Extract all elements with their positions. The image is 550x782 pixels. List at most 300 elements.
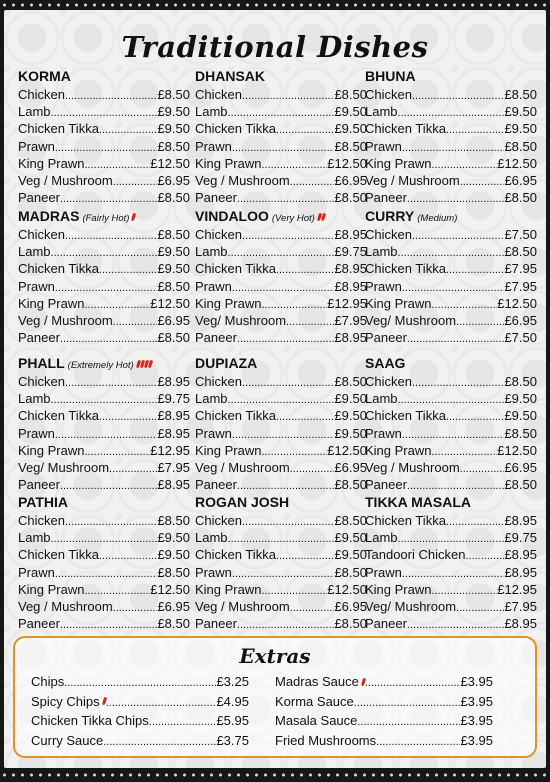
- item-name: Chicken Tikka: [18, 121, 99, 137]
- item-name: Paneer: [195, 477, 237, 493]
- leader-dots: [412, 373, 504, 390]
- item-price: £7.50: [504, 330, 537, 346]
- extras-right-column: [275, 672, 493, 750]
- extras-item-name: Chicken Tikka Chips: [31, 713, 149, 728]
- item-price: £9.75: [157, 391, 190, 407]
- extras-item: [31, 692, 249, 712]
- item-name: Paneer: [195, 190, 237, 206]
- leader-dots: [446, 407, 505, 424]
- menu-item: [195, 581, 367, 598]
- section-title: DHANSAK: [195, 68, 265, 84]
- item-name: Tandoori Chicken: [365, 547, 466, 563]
- extras-item: [31, 672, 249, 692]
- item-price: £9.50: [504, 104, 537, 120]
- menu-item: [18, 243, 190, 260]
- item-name: Prawn: [18, 138, 55, 154]
- leader-dots: [261, 295, 327, 312]
- item-price: £6.95: [157, 312, 190, 328]
- leader-dots: [237, 329, 335, 346]
- item-price: £6.95: [157, 172, 190, 188]
- leader-dots: [65, 226, 157, 243]
- menu-item: [365, 329, 537, 346]
- item-price: £9.50: [334, 425, 367, 441]
- extras-item-price: £4.95: [216, 693, 249, 709]
- item-price: £8.50: [334, 87, 367, 102]
- item-name: Chicken Tikka: [195, 408, 276, 424]
- extras-item-name: Korma Sauce: [275, 693, 354, 709]
- leader-dots: [261, 442, 327, 459]
- leader-dots: [290, 598, 335, 615]
- extras-item-name: Fried Mushrooms: [275, 732, 377, 748]
- menu-item: [18, 226, 190, 243]
- section-header: [365, 68, 537, 86]
- item-name: Paneer: [365, 330, 407, 346]
- leader-dots: [276, 260, 335, 277]
- section-vindaloo: [195, 208, 367, 346]
- item-price: £8.50: [157, 138, 190, 154]
- leader-dots: [228, 243, 335, 260]
- menu-item: [18, 390, 190, 407]
- leader-dots: [60, 189, 158, 206]
- leader-dots: [456, 312, 504, 329]
- item-price: £12.50: [327, 581, 367, 597]
- item-price: £9.50: [504, 408, 537, 424]
- item-price: £8.50: [157, 564, 190, 580]
- item-name: Chicken Tikka: [18, 261, 99, 277]
- item-price: £8.50: [334, 513, 367, 528]
- leader-dots: [51, 243, 158, 260]
- menu-item: [195, 189, 367, 206]
- heat-chilis: [131, 213, 135, 221]
- item-name: King Prawn: [195, 295, 262, 311]
- leader-dots: [60, 329, 158, 346]
- section-header: [195, 208, 367, 226]
- extras-item-name: Chips: [31, 674, 65, 689]
- section-bhuna: [365, 68, 537, 206]
- leader-dots: [237, 615, 335, 632]
- extras-left-column: [31, 672, 249, 750]
- item-name: Paneer: [195, 616, 237, 632]
- item-name: King Prawn: [18, 155, 85, 171]
- leader-dots: [402, 138, 505, 155]
- item-price: £8.95: [334, 278, 367, 294]
- item-name: Lamb: [365, 244, 398, 260]
- menu-item: [365, 226, 537, 243]
- extras-item-name-wrap: [31, 692, 106, 712]
- menu-item: [365, 260, 537, 277]
- section-title: TIKKA MASALA: [365, 494, 472, 510]
- item-name: Veg / Mushroom: [195, 172, 290, 188]
- section-rogan-josh: [195, 494, 367, 632]
- leader-dots: [228, 103, 335, 120]
- item-price: £12.50: [150, 155, 190, 171]
- item-price: £9.75: [334, 244, 367, 260]
- menu-item: [195, 312, 367, 329]
- leader-dots: [446, 260, 505, 277]
- item-name: Prawn: [195, 564, 232, 580]
- item-price: £8.50: [157, 616, 190, 632]
- item-name: Chicken Tikka: [365, 121, 446, 137]
- leader-dots: [431, 155, 497, 172]
- leader-dots: [261, 581, 327, 598]
- extras-item-name-wrap: [275, 711, 357, 731]
- leader-dots: [113, 598, 158, 615]
- item-name: Prawn: [18, 425, 55, 441]
- section-phall: [18, 355, 190, 493]
- item-price: £8.95: [334, 330, 367, 346]
- leader-dots: [460, 459, 505, 476]
- menu-item: [365, 407, 537, 424]
- item-price: £12.95: [327, 295, 367, 311]
- leader-dots: [276, 407, 335, 424]
- leader-dots: [431, 442, 497, 459]
- menu-item: [18, 260, 190, 277]
- leader-dots: [460, 172, 505, 189]
- item-price: £12.50: [150, 581, 190, 597]
- extras-item-name-wrap: [31, 711, 149, 731]
- item-price: £8.50: [334, 190, 367, 206]
- leader-dots: [407, 476, 505, 493]
- extras-item-name-wrap: [275, 692, 354, 712]
- leader-dots: [84, 442, 150, 459]
- leader-dots: [261, 155, 327, 172]
- item-price: £9.50: [504, 391, 537, 407]
- item-name: King Prawn: [18, 581, 85, 597]
- menu-item: [195, 329, 367, 346]
- menu-item: [195, 476, 367, 493]
- item-price: £12.50: [327, 155, 367, 171]
- item-name: Prawn: [195, 425, 232, 441]
- section-title: PATHIA: [18, 494, 69, 510]
- menu-item: [195, 442, 367, 459]
- section-title: ROGAN JOSH: [195, 494, 290, 510]
- item-price: £8.95: [504, 564, 537, 580]
- item-name: Paneer: [365, 477, 407, 493]
- leader-dots: [456, 598, 504, 615]
- item-name: Paneer: [18, 190, 60, 206]
- item-name: Lamb: [365, 530, 398, 546]
- item-name: Veg / Mushroom: [18, 312, 113, 328]
- extras-item: [275, 692, 493, 712]
- heat-note: (Medium): [417, 213, 458, 224]
- extras-title: Extras: [239, 644, 311, 668]
- menu-item: [195, 155, 367, 172]
- item-name: King Prawn: [195, 155, 262, 171]
- leader-dots: [407, 189, 505, 206]
- leader-dots: [412, 226, 504, 243]
- leader-dots: [365, 672, 461, 692]
- chili-icon: [131, 213, 136, 222]
- item-name: Chicken: [18, 87, 65, 102]
- leader-dots: [84, 581, 150, 598]
- leader-dots: [103, 731, 216, 751]
- item-name: Prawn: [365, 278, 402, 294]
- item-price: £8.50: [157, 278, 190, 294]
- item-price: £12.50: [150, 295, 190, 311]
- leader-dots: [402, 425, 505, 442]
- leader-dots: [407, 615, 505, 632]
- item-price: £9.50: [334, 547, 367, 563]
- leader-dots: [402, 564, 505, 581]
- leader-dots: [286, 312, 334, 329]
- item-price: £8.50: [157, 227, 190, 242]
- leader-dots: [106, 692, 217, 712]
- extras-box: [13, 636, 537, 758]
- item-name: Veg / Mushroom: [365, 172, 460, 188]
- page-title: Traditional Dishes: [121, 30, 429, 64]
- item-name: Paneer: [365, 190, 407, 206]
- section-header: [195, 494, 367, 512]
- extras-item-price: £3.95: [460, 693, 493, 709]
- item-name: Chicken Tikka: [18, 547, 99, 563]
- item-price: £8.95: [157, 425, 190, 441]
- item-price: £6.95: [334, 459, 367, 475]
- leader-dots: [398, 529, 505, 546]
- item-name: Prawn: [195, 138, 232, 154]
- section-title: CURRY: [365, 208, 415, 224]
- item-price: £12.95: [497, 581, 537, 597]
- item-name: Veg/ Mushroom: [195, 312, 287, 328]
- extras-item: [31, 731, 249, 751]
- item-price: £9.50: [157, 261, 190, 277]
- item-name: King Prawn: [195, 442, 262, 458]
- menu-item: [365, 512, 537, 529]
- item-name: Chicken: [195, 513, 242, 528]
- item-price: £8.50: [504, 374, 537, 389]
- item-name: Veg / Mushroom: [18, 172, 113, 188]
- menu-item: [365, 295, 537, 312]
- item-price: £8.95: [334, 227, 367, 242]
- item-price: £6.95: [334, 172, 367, 188]
- menu-item: [365, 278, 537, 295]
- leader-dots: [357, 711, 460, 731]
- item-name: Lamb: [195, 391, 228, 407]
- extras-item-price: £3.95: [460, 713, 493, 728]
- extras-item-price: £3.25: [216, 674, 249, 689]
- menu-item: [18, 373, 190, 390]
- section-title: DUPIAZA: [195, 355, 258, 371]
- leader-dots: [276, 546, 335, 563]
- menu-item: [365, 581, 537, 598]
- leader-dots: [407, 329, 505, 346]
- item-name: King Prawn: [365, 442, 432, 458]
- item-price: £8.50: [504, 190, 537, 206]
- item-price: £9.50: [157, 244, 190, 260]
- menu-item: [195, 373, 367, 390]
- item-name: Chicken: [195, 87, 242, 102]
- menu-item: [365, 529, 537, 546]
- section-curry: [365, 208, 537, 346]
- leader-dots: [412, 86, 504, 103]
- item-price: £9.50: [504, 121, 537, 137]
- menu-item: [365, 155, 537, 172]
- menu-item: [18, 278, 190, 295]
- menu-item: [365, 189, 537, 206]
- leader-dots: [290, 459, 335, 476]
- item-price: £7.95: [504, 598, 537, 614]
- item-name: Chicken Tikka: [195, 121, 276, 137]
- leader-dots: [290, 172, 335, 189]
- leader-dots: [232, 138, 335, 155]
- menu-item: [195, 86, 367, 103]
- menu-item: [18, 546, 190, 563]
- item-price: £9.50: [334, 104, 367, 120]
- menu-item: [18, 120, 190, 137]
- item-price: £9.50: [334, 121, 367, 137]
- leader-dots: [242, 226, 334, 243]
- item-price: £9.75: [504, 530, 537, 546]
- item-name: Lamb: [195, 244, 228, 260]
- menu-item: [18, 598, 190, 615]
- menu-item: [365, 373, 537, 390]
- item-price: £7.95: [504, 261, 537, 277]
- menu-item: [365, 459, 537, 476]
- item-price: £7.95: [157, 459, 190, 475]
- menu-item: [195, 138, 367, 155]
- leader-dots: [60, 476, 158, 493]
- menu-item: [18, 172, 190, 189]
- menu-item: [365, 390, 537, 407]
- extras-item: [31, 711, 249, 731]
- menu-item: [195, 295, 367, 312]
- menu-item: [18, 581, 190, 598]
- item-price: £8.50: [504, 425, 537, 441]
- leader-dots: [55, 138, 158, 155]
- item-name: Lamb: [365, 391, 398, 407]
- menu-item: [195, 226, 367, 243]
- leader-dots: [65, 512, 157, 529]
- menu-item: [195, 615, 367, 632]
- menu-item: [195, 278, 367, 295]
- item-price: £8.50: [504, 138, 537, 154]
- item-price: £8.50: [157, 330, 190, 346]
- section-title: VINDALOO: [195, 208, 269, 224]
- item-name: Chicken: [365, 374, 412, 389]
- menu-item: [195, 425, 367, 442]
- menu-item: [195, 529, 367, 546]
- leader-dots: [232, 564, 335, 581]
- leader-dots: [64, 672, 216, 692]
- item-price: £8.50: [157, 513, 190, 528]
- item-price: £8.50: [334, 477, 367, 493]
- item-price: £6.95: [334, 598, 367, 614]
- extras-item: [275, 731, 493, 751]
- item-name: King Prawn: [365, 155, 432, 171]
- item-name: King Prawn: [365, 581, 432, 597]
- menu-item: [18, 564, 190, 581]
- heat-note: (Extremely Hot): [67, 360, 134, 371]
- menu-item: [365, 598, 537, 615]
- leader-dots: [113, 172, 158, 189]
- item-name: Prawn: [365, 564, 402, 580]
- item-name: Chicken: [18, 374, 65, 389]
- item-price: £6.95: [504, 459, 537, 475]
- item-price: £12.50: [497, 442, 537, 458]
- menu-item: [18, 512, 190, 529]
- menu-item: [195, 172, 367, 189]
- item-name: Prawn: [365, 425, 402, 441]
- item-name: Chicken Tikka: [195, 261, 276, 277]
- leader-dots: [465, 546, 504, 563]
- item-price: £12.95: [150, 442, 190, 458]
- heat-note: (Fairly Hot): [82, 213, 130, 224]
- menu-item: [18, 103, 190, 120]
- leader-dots: [237, 476, 335, 493]
- item-price: £7.50: [504, 227, 537, 242]
- section-korma: [18, 68, 190, 206]
- menu-item: [195, 120, 367, 137]
- item-price: £9.50: [334, 408, 367, 424]
- item-name: Lamb: [18, 391, 51, 407]
- menu-item: [365, 172, 537, 189]
- item-name: Veg / Mushroom: [18, 598, 113, 614]
- item-name: Prawn: [365, 138, 402, 154]
- item-name: Chicken: [365, 227, 412, 242]
- item-name: Veg/ Mushroom: [365, 312, 457, 328]
- leader-dots: [242, 86, 334, 103]
- extras-item-price: £5.95: [216, 713, 249, 728]
- menu-item: [365, 476, 537, 493]
- section-header: [365, 494, 537, 512]
- item-price: £7.95: [504, 278, 537, 294]
- item-price: £8.95: [157, 477, 190, 493]
- section-title: SAAG: [365, 355, 406, 371]
- menu-item: [195, 459, 367, 476]
- item-name: King Prawn: [18, 442, 85, 458]
- leader-dots: [431, 581, 497, 598]
- extras-item-price: £3.95: [460, 732, 493, 748]
- section-title: KORMA: [18, 68, 71, 84]
- leader-dots: [51, 103, 158, 120]
- item-name: Veg/ Mushroom: [365, 598, 457, 614]
- item-name: King Prawn: [18, 295, 85, 311]
- item-name: Lamb: [195, 104, 228, 120]
- item-price: £12.50: [327, 442, 367, 458]
- item-name: Paneer: [18, 330, 60, 346]
- leader-dots: [60, 615, 158, 632]
- section-dhansak: [195, 68, 367, 206]
- item-name: Chicken: [195, 227, 242, 242]
- item-price: £8.95: [334, 261, 367, 277]
- menu-item: [195, 564, 367, 581]
- leader-dots: [376, 731, 460, 751]
- extras-item-price: £3.95: [460, 674, 493, 689]
- item-name: Chicken Tikka: [365, 408, 446, 424]
- leader-dots: [99, 260, 158, 277]
- leader-dots: [446, 512, 505, 529]
- menu-item: [365, 103, 537, 120]
- menu-item: [195, 103, 367, 120]
- extras-item-price: £3.75: [216, 732, 249, 748]
- item-price: £12.50: [497, 155, 537, 171]
- item-price: £9.50: [157, 104, 190, 120]
- section-header: [195, 355, 367, 373]
- leader-dots: [232, 278, 335, 295]
- section-title: MADRAS: [18, 208, 80, 224]
- item-name: Chicken: [365, 87, 412, 102]
- heat-note: (Very Hot): [271, 213, 315, 224]
- item-price: £7.95: [334, 312, 367, 328]
- leader-dots: [109, 459, 157, 476]
- extras-item-name-wrap: [31, 672, 64, 692]
- item-name: Veg / Mushroom: [195, 459, 290, 475]
- menu-item: [18, 476, 190, 493]
- item-name: Prawn: [195, 278, 232, 294]
- leader-dots: [51, 390, 158, 407]
- item-name: Paneer: [18, 616, 60, 632]
- item-name: Prawn: [18, 278, 55, 294]
- item-name: Paneer: [18, 477, 60, 493]
